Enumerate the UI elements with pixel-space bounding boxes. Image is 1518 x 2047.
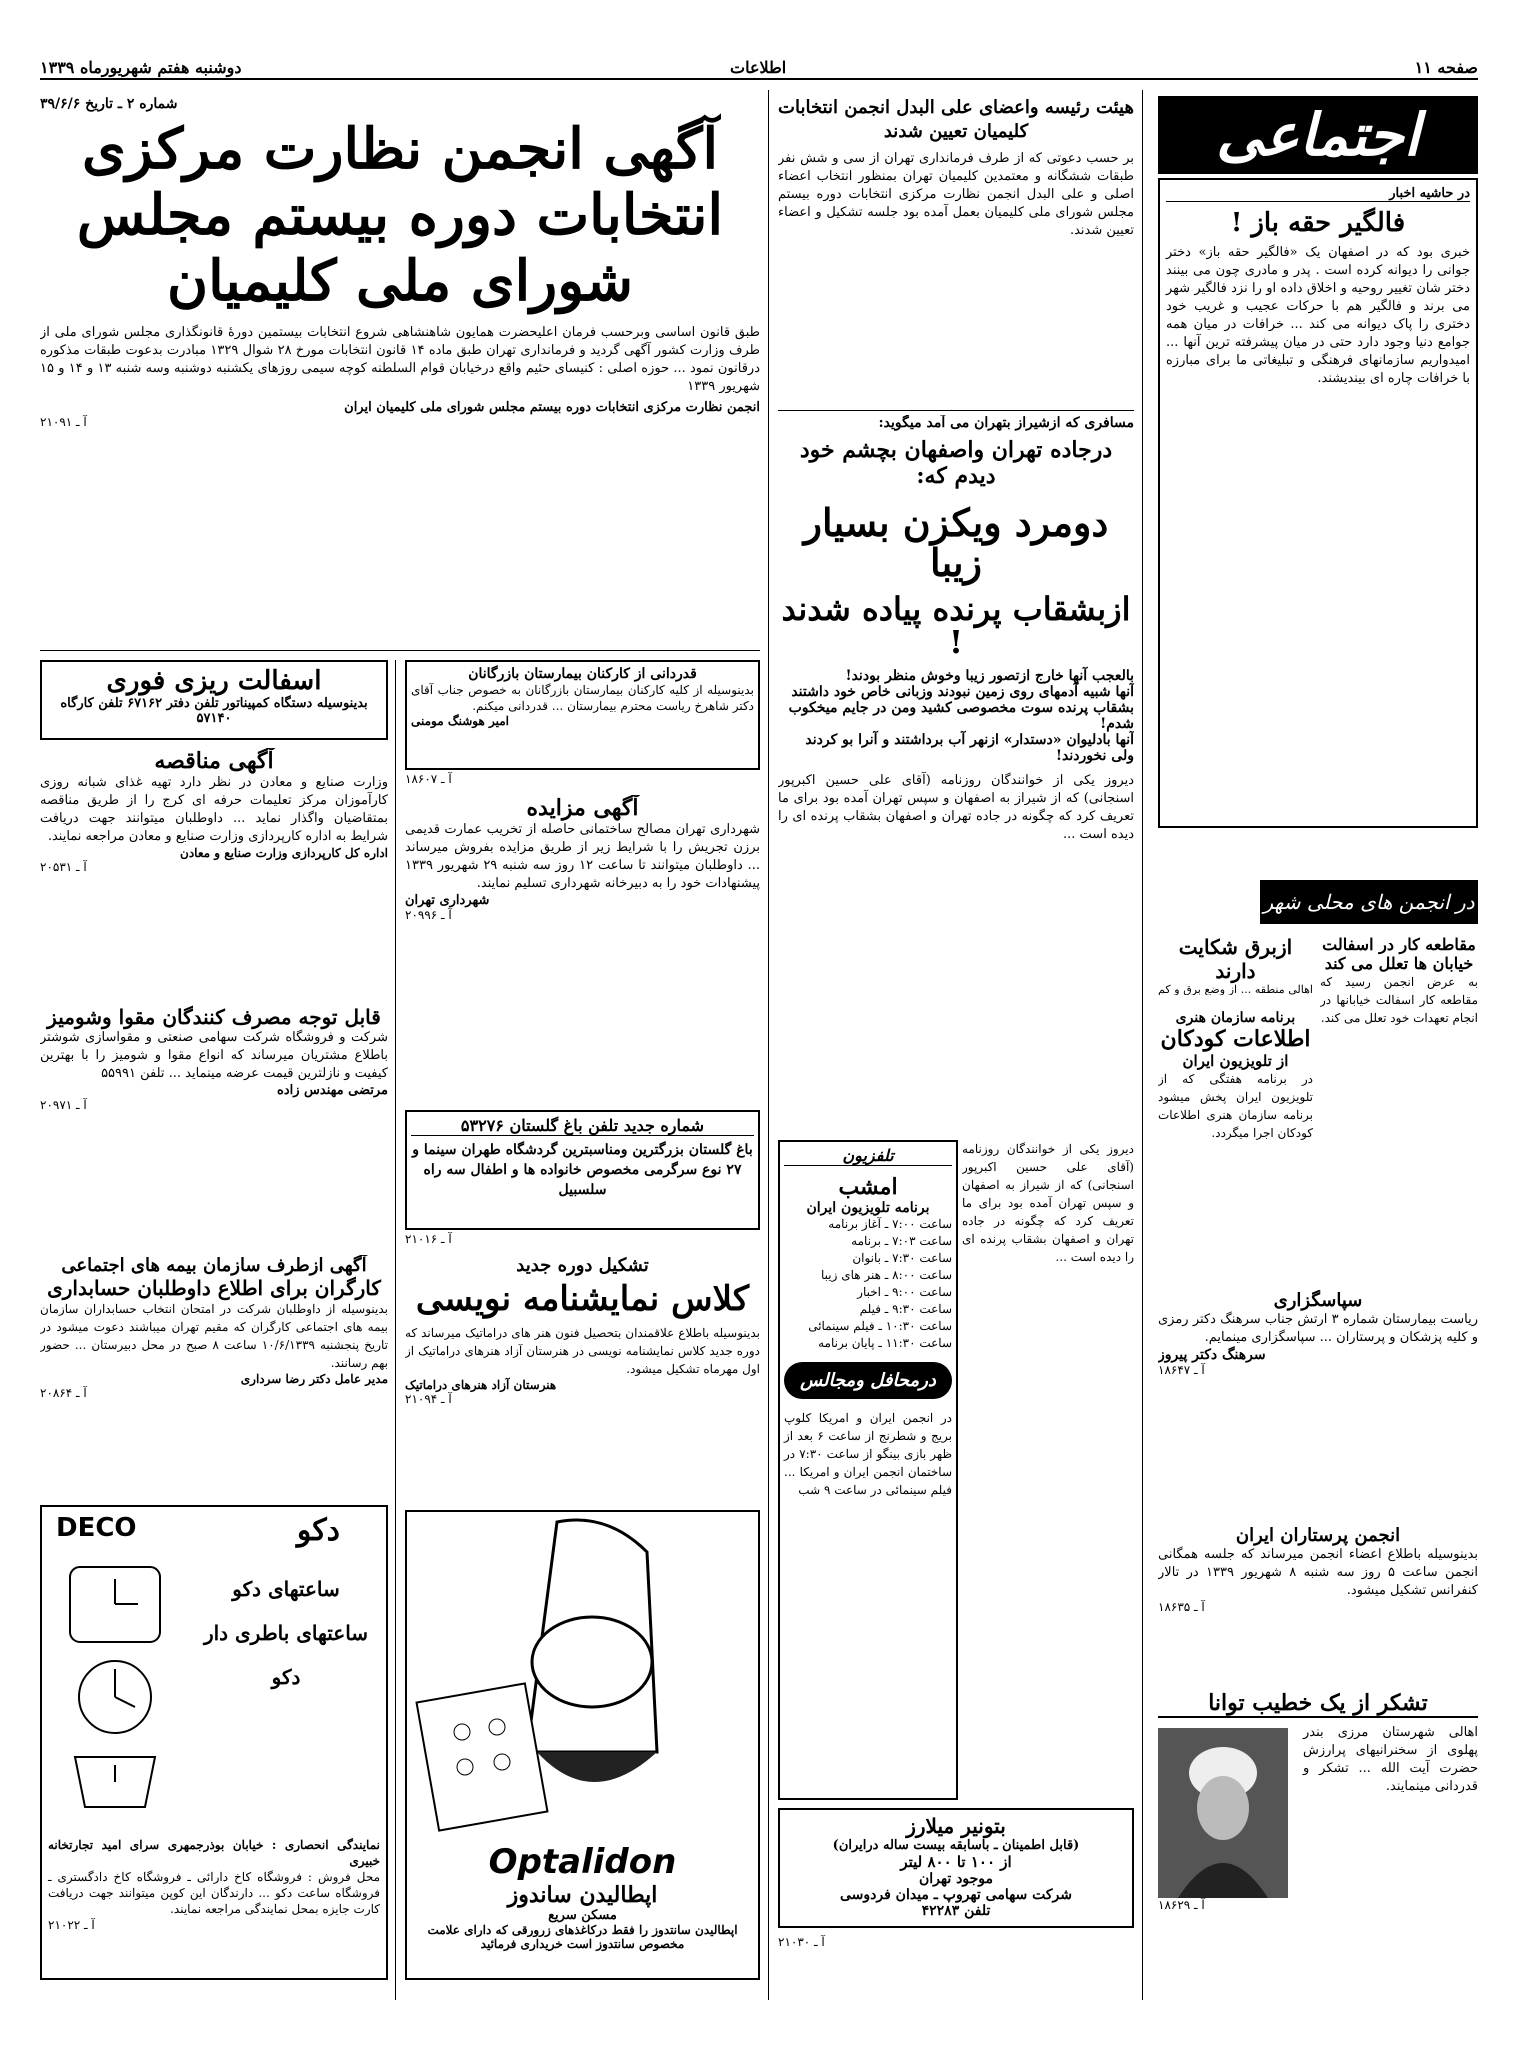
asphalt-body: بدینوسیله دستگاه کمپیناتور تلفن دفتر ۶۷۱۶۲ تلفن کارگاه ۵۷۱۴۰	[60, 696, 368, 726]
watch-illustrations	[50, 1557, 180, 1817]
insurance-body: بدینوسیله از داوطلبان شرکت در امتحان انتخاب حسابداران سازمان بیمه های اجتماعی کارگران که مقیم تهران میباشند دعوت میشود در تاریخ پنجشنبه ۱۰/۶/۱۳۳۹ ساعت ۸ صبح در محل دبیرستان ... حضور بهم رسانند.	[40, 1302, 388, 1370]
tv-title: برنامه تلویزیون ایران	[806, 1200, 930, 1216]
auction-ad	[405, 795, 760, 1105]
column-rule	[1142, 90, 1143, 2000]
tv-slot: ساعت ۷:۰۳ ـ برنامه	[851, 1234, 952, 1248]
tv-slot: ساعت ۷:۳۰ ـ بانوان	[852, 1251, 952, 1265]
orator-title: تشکر از یک خطیب توانا	[1158, 1690, 1478, 1718]
nurses-title: انجمن پرستاران ایران	[1235, 1525, 1401, 1546]
page-header	[40, 58, 1478, 80]
ad-number: آ ـ ۲۰۵۳۱	[40, 860, 87, 874]
tv-gatherings-box	[778, 1140, 958, 1800]
falgir-article	[1158, 178, 1478, 828]
asphalt-ad	[40, 660, 388, 740]
tv-slot: ساعت ۱۰:۳۰ ـ فیلم سینمائی	[808, 1319, 952, 1333]
mixer-capacity: از ۱۰۰ تا ۸۰۰ لیتر	[900, 1853, 1012, 1871]
deco-persian-logo: دکو	[296, 1513, 340, 1548]
playwriting-class-ad	[405, 1255, 760, 1505]
cardboard-signature: مرتضی مهندس زاده	[277, 1083, 388, 1098]
deco-header	[48, 1513, 380, 1553]
tv-slot: ساعت ۸:۰۰ ـ هنر های زیبا	[821, 1268, 952, 1282]
falgir-title: فالگیر حقه باز !	[1230, 208, 1406, 238]
ad-number: آ ـ ۲۱۰۲۲	[48, 1918, 95, 1932]
travel-headline-3: ازبشقاب پرنده پیاده شدند !	[781, 589, 1131, 662]
auction-title: آگهی مزایده	[526, 795, 639, 821]
deco-line: ساعتهای دکو	[232, 1577, 340, 1601]
travel-body: دیروز یکی از خوانندگان روزنامه (آقای علی حسین اکبرپور اسنجانی) که از شیراز به اصفهان و سپس تهران آمده بود برای ما تعریف کرد که چگونه در جاده تهران و اصفهان بشقاب پرنده ای را دیده است ...	[778, 772, 1134, 842]
ad-number: آ ـ ۲۱۰۹۴	[405, 1391, 452, 1406]
council-article	[778, 96, 1134, 406]
deco-watch-ad	[40, 1505, 388, 1980]
deco-text	[48, 1837, 380, 1933]
travel-headline-1: درجاده تهران واصفهان بچشم خود دیدم که:	[799, 437, 1113, 489]
thanks2-body: بدینوسیله از کلیه کارکنان بیمارستان بازرگانان به خصوص جناب آقای دکتر شاهرخ ریاست محترم بیمارستان ... قدردانی میکنم.	[411, 683, 754, 713]
thanks-body: ریاست بیمارستان شماره ۳ ارتش جناب سرهنگ دکتر رمزی و کلیه پزشکان و پرستاران ... سپاسگزاری مینمایم.	[1158, 1312, 1478, 1345]
children-article	[1158, 1010, 1313, 1210]
ad-number: آ ـ ۱۸۶۴۷	[1158, 1363, 1205, 1377]
falgir-body: خبری بود که در اصفهان یک «فالگیر حقه باز» دختر جوانی را دیوانه کرده است . پدر و مادری چون می بینند دختر شان تغییر روحیه و اخلاق داده او را نزد فالگیر شهر می برند و فالگیر هم با حرکات عجیب و غریب خود دختری را پاک دیوانه می کند ... خرافات در میان همه جوامع دنیا وجود دارد حتی در میان پیشرفته ترین آنها ... امیدواریم سازمانهای فرهنگی و تبلیغاتی ما برای مبارزه با خرافات چاره ای بیندیشند.	[1166, 245, 1470, 386]
announcement-title: آگهی انجمن نظارت مرکزی انتخابات دوره بیستم مجلس شورای ملی کلیمیان	[76, 116, 724, 314]
cardboard-title: قابل توجه مصرف کنندگان مقوا وشومیز	[47, 1005, 381, 1029]
complaint-body: اهالی منطقه ... از وضع برق و کم	[1158, 983, 1313, 995]
announcement-signature: انجمن نظارت مرکزی انتخابات دوره بیستم مجلس شورای ملی کلیمیان ایران	[344, 400, 760, 415]
announcement-body: طبق قانون اساسی وبرحسب فرمان اعلیحضرت همایون شاهنشاهی شروع انتخابات بیستمین دورهٔ قانونگذاری مجلس شورای ملی از طرف وزارت کشور آگهی گردید و فرمانداری تهران طبق ماده ۱۴ قانون انتخابات مورخ ۲۸ شوال ۱۳۲۹ مبادرت بدعوت طبقات مذکوره درقانون نمود ... حوزه اصلی : کنیسای حئیم واقع درخیابان قوام السلطنه کوچه سیمی روزهای یکشنبه دوشنبه وسه شنبه ۱۳ و ۱۴ و ۱۵ شهریور ۱۳۳۹	[40, 325, 760, 394]
optalidon-illustration	[407, 1512, 758, 1842]
golestan-body: باغ گلستان بزرگترین ومناسبترین گردشگاه طهران سینما و ۲۷ نوع سرگرمی مخصوص خانواده ها و اطفال سه راه سلسبیل	[412, 1142, 753, 1198]
travel-point: آنها بادلیوان «دستدار» ازنهر آب برداشتند و آنرا بو کردند ولی نخوردند!	[805, 731, 1134, 764]
section-banner: اجتماعی	[1158, 96, 1478, 174]
travel-points	[778, 668, 1134, 764]
tonight-label: امشب	[838, 1174, 898, 1200]
children-subtitle: از تلویزیون ایران	[1182, 1052, 1289, 1070]
deco-line: دکو	[271, 1665, 301, 1689]
nurses-body: بدینوسیله باطلاع اعضاء انجمن میرساند که جلسه همگانی انجمن ساعت ۵ روز سه شنبه ۸ شهریور ۱۳۳۹ در تالار کنفرانس تشکیل میشود.	[1158, 1547, 1478, 1598]
tv-schedule	[784, 1216, 952, 1352]
local-councils-banner: در انجمن های محلی شهر	[1260, 880, 1478, 924]
column-rule	[768, 90, 769, 2000]
ad-number: آ ـ ۲۱۰۹۱	[40, 415, 87, 429]
auction-body: شهرداری تهران مصالح ساختمانی حاصله از تخریب عمارت قدیمی برزن تجریش را با شرایط زیر از طریق مزایده بفروش میرساند ... داوطلبان میتوانند تا ساعت ۱۲ روز سه شنبه ۲۹ شهریور ۱۳۳۹ پیشنهادات خود را به دبیرخانه شهرداری تسلیم نمایند.	[405, 822, 760, 891]
travel-headline-2: دومرد ویکزن بسیار زیبا	[803, 500, 1109, 585]
insurance-ad	[40, 1255, 388, 1495]
concrete-mixer-ad	[778, 1808, 1134, 1928]
optalidon-persian-name: اپطالیدن ساندوز	[507, 1882, 658, 1908]
orator-body: اهالی شهرستان مرزی بندر پهلوی از سخنرانیهای پرارزش حضرت آیت الله ... تشکر و قدردانی مینمایند.	[1303, 1725, 1478, 1794]
deco-sale-points: محل فروش : فروشگاه کاخ دارائی ـ فروشگاه کاخ دادگستری ـ فروشگاه ساعت دکو ... دارندگان این کوپن میتوانند جهت دریافت کارت جایزه بمحل نمایندگی مراجعه نمایند.	[48, 1870, 380, 1916]
travel-body-continued: دیروز یکی از خوانندگان روزنامه (آقای علی حسین اکبرپور اسنجانی) که از شیراز به اصفهان و سپس تهران آمده بود برای ما تعریف کرد که چگونه در جاده تهران و اصفهان بشقاب پرنده ای را دیده است ...	[962, 1142, 1134, 1264]
ad-number: آ ـ ۲۱۰۳۰	[778, 1935, 825, 1949]
notice-number: شماره ۲ ـ تاریخ ۳۹/۶/۶	[40, 96, 178, 112]
class-title: کلاس نمایشنامه نویسی	[415, 1279, 750, 1319]
golestan-ad	[405, 1110, 760, 1230]
thanks-hospital	[1158, 1290, 1478, 1510]
mixer-dealer: شرکت سهامی تهروپ ـ میدان فردوسی	[839, 1887, 1073, 1903]
thanks-merchants-hospital	[405, 660, 760, 770]
page-number: صفحه ۱۱	[1414, 58, 1478, 77]
flying-saucer-article	[778, 415, 1134, 1135]
tender-signature: اداره کل کارپردازی وزارت صنایع و معادن	[180, 846, 388, 860]
class-kicker: تشکیل دوره جدید	[516, 1255, 649, 1276]
complaint-article	[1158, 935, 1313, 995]
deco-latin-logo: DECO	[56, 1513, 137, 1543]
travel-continued	[962, 1140, 1134, 1800]
travel-kicker: مسافری که ازشیراز بتهران می آمد میگوید:	[878, 415, 1134, 431]
thanks-title: سپاسگزاری	[1273, 1290, 1363, 1311]
insurance-signature: مدیر عامل دکتر رضا سرداری	[240, 1372, 388, 1386]
tv-slot: ساعت ۹:۰۰ ـ اخبار	[857, 1285, 952, 1299]
ad-number: آ ـ ۲۰۸۶۴	[40, 1386, 87, 1400]
election-announcement	[40, 96, 760, 636]
tv-slot: ساعت ۱۱:۳۰ ـ پایان برنامه	[818, 1336, 952, 1350]
tv-slot: ساعت ۷:۰۰ ـ آغاز برنامه	[828, 1217, 952, 1231]
complaint-title: ازبرق شکایت دارند	[1178, 935, 1293, 983]
section-rule	[778, 410, 1134, 411]
thanks-signature: سرهنگ دکتر پیروز	[1158, 1347, 1266, 1363]
ad-number: آ ـ ۲۰۹۷۱	[40, 1098, 87, 1112]
mixer-title: بتونیر میلارز	[906, 1814, 1006, 1838]
travel-point: بالعجب آنها خارج ازتصور زیبا وخوش منظر بودند!	[845, 667, 1134, 684]
paper-name: اطلاعات	[730, 58, 787, 77]
thanks2-signature: امیر هوشنگ مومنی	[411, 714, 509, 728]
golestan-phone: شماره جدید تلفن باغ گلستان ۵۳۲۷۶	[411, 1116, 754, 1136]
tender-ad	[40, 748, 388, 998]
deco-lines	[196, 1567, 376, 1699]
tender-title: آگهی مناقصه	[154, 748, 274, 774]
deco-line: ساعتهای باطری دار	[203, 1621, 369, 1645]
council-body: بر حسب دعوتی که از طرف فرمانداری تهران از سی و شش نفر طبقات ششگانه و معتمدین کلیمیان تهران بمنظور انتخاب اعضاء اصلی و علی البدل انجمن نظارت مرکزی انتخابات دوره بیستم مجلس شورای ملی کلیمیان بعمل آمده بود جلسه تشکیل و اعضاء تعیین شدند.	[778, 151, 1134, 238]
mixer-subtitle: (قابل اطمینان ـ باسابقه بیست ساله درایران)	[832, 1838, 1080, 1853]
column-rule	[395, 660, 396, 2000]
thanks2-title: قدردانی از کارکنان بیمارستان بازرگانان	[468, 666, 697, 682]
cardboard-ad	[40, 1005, 388, 1245]
deco-dealer: نمایندگی انحصاری : خیابان بوذرجمهری سرای امید تجارتخانه خبیری	[48, 1838, 380, 1868]
orator-article	[1158, 1690, 1478, 2000]
travel-point: آنها شبیه آدمهای روی زمین نبودند وزبانی خاص خود داشتند	[791, 683, 1134, 700]
mixer-phone: تلفن ۴۲۲۸۳	[921, 1903, 991, 1919]
tender-body: وزارت صنایع و معادن در نظر دارد تهیه غذای شبانه روزی کارآموزان مرکز تعلیمات حرفه ای کرج را از طریق مناقصه بمتقاضیان واگذار نماید ... داوطلبان میتوانند جهت دریافت شرایط به اداره کارپردازی وزارت صنایع و معادن مراجعه نمایند.	[40, 775, 388, 844]
contractor-body: به عرض انجمن رسید که مقاطعه کار اسفالت خیابانها در انجام تعهدات خود تعلل می کند.	[1320, 975, 1478, 1025]
margin-news-label: در حاشیه اخبار	[1166, 186, 1470, 202]
children-body: در برنامه هفتگی که از تلویزیون ایران پخش میشود برنامه سازمان هنری اطلاعات کودکان اجرا میگردد.	[1158, 1072, 1313, 1140]
travel-point: بشقاب پرنده سوت مخصوصی کشید ومن در جایم میخکوب شدم!	[788, 699, 1134, 732]
contractor-title: مقاطعه کار در اسفالت خیابان ها تعلل می کند	[1322, 935, 1476, 973]
ad-number: آ ـ ۲۱۰۱۶	[405, 1232, 452, 1246]
optalidon-footer: اپطالیدن سانتدوز را فقط درکاغذهای زرورقی که دارای علامت مخصوص سانتدوز است خریداری فرمائید	[427, 1923, 738, 1951]
council-title: هیئت رئیسه واعضای علی البدل انجمن انتخابات کلیمیان تعیین شدند	[778, 97, 1134, 142]
optalidon-ad	[405, 1510, 760, 1980]
auction-signature: شهرداری تهران	[405, 893, 490, 908]
asphalt-title: اسفالت ریزی فوری	[106, 666, 322, 696]
insurance-subtitle: کارگران برای اطلاع داوطلبان حسابداری	[47, 1276, 381, 1300]
children-title: اطلاعات کودکان	[1160, 1026, 1311, 1052]
issue-date: دوشنبه هفتم شهریورماه ۱۳۳۹	[40, 58, 242, 77]
insurance-title: آگهی ازطرف سازمان بیمه های اجتماعی	[61, 1255, 367, 1276]
cleric-portrait	[1158, 1728, 1288, 1898]
tv-logo: تلفزیون	[784, 1146, 952, 1166]
cardboard-body: شرکت و فروشگاه شرکت سهامی صنعتی و مقواسازی شوشتر باطلاع مشتریان میرساند که انواع مقوا و شومیز را با بهترین کیفیت و نازلترین قیمت عرضه مینماید ... تلفن ۵۵۹۹۱	[40, 1030, 388, 1081]
tv-slot: ساعت ۹:۳۰ ـ فیلم	[859, 1302, 952, 1316]
nurses-article	[1158, 1525, 1478, 1675]
class-signature: هنرستان آزاد هنرهای دراماتیک	[405, 1377, 557, 1392]
ad-number: آ ـ ۱۸۶۲۹	[1158, 1898, 1205, 1912]
contractor-article	[1320, 935, 1478, 1185]
gatherings-logo: درمحافل ومجالس	[784, 1362, 952, 1399]
ad-number: آ ـ ۱۸۶۳۵	[1158, 1600, 1205, 1614]
section-rule	[40, 650, 760, 651]
optalidon-tagline: مسکن سریع	[548, 1908, 617, 1923]
ad-number: آ ـ ۲۰۹۹۶	[405, 908, 452, 922]
mixer-stock: موجود تهران	[919, 1871, 993, 1887]
arts-title: برنامه سازمان هنری	[1175, 1010, 1296, 1026]
gatherings-body: در انجمن ایران و امریکا کلوپ بریج و شطرنج از ساعت ۶ بعد از ظهر بازی بینگو از ساعت ۷:۳۰ در ساختمان انجمن ایران و امریکا ... فیلم سینمائی در ساعت ۹ شب	[784, 1411, 952, 1497]
optalidon-brand: Optalidon	[488, 1842, 677, 1882]
class-body: بدینوسیله باطلاع علاقمندان بتحصیل فنون هنر های دراماتیک میرساند که دوره جدید کلاس نمایشنامه نویسی در هنرستان آزاد هنرهای دراماتیک از اول مهرماه تشکیل میشود.	[405, 1325, 760, 1376]
ad-number: آ ـ ۱۸۶۰۷	[405, 772, 452, 786]
